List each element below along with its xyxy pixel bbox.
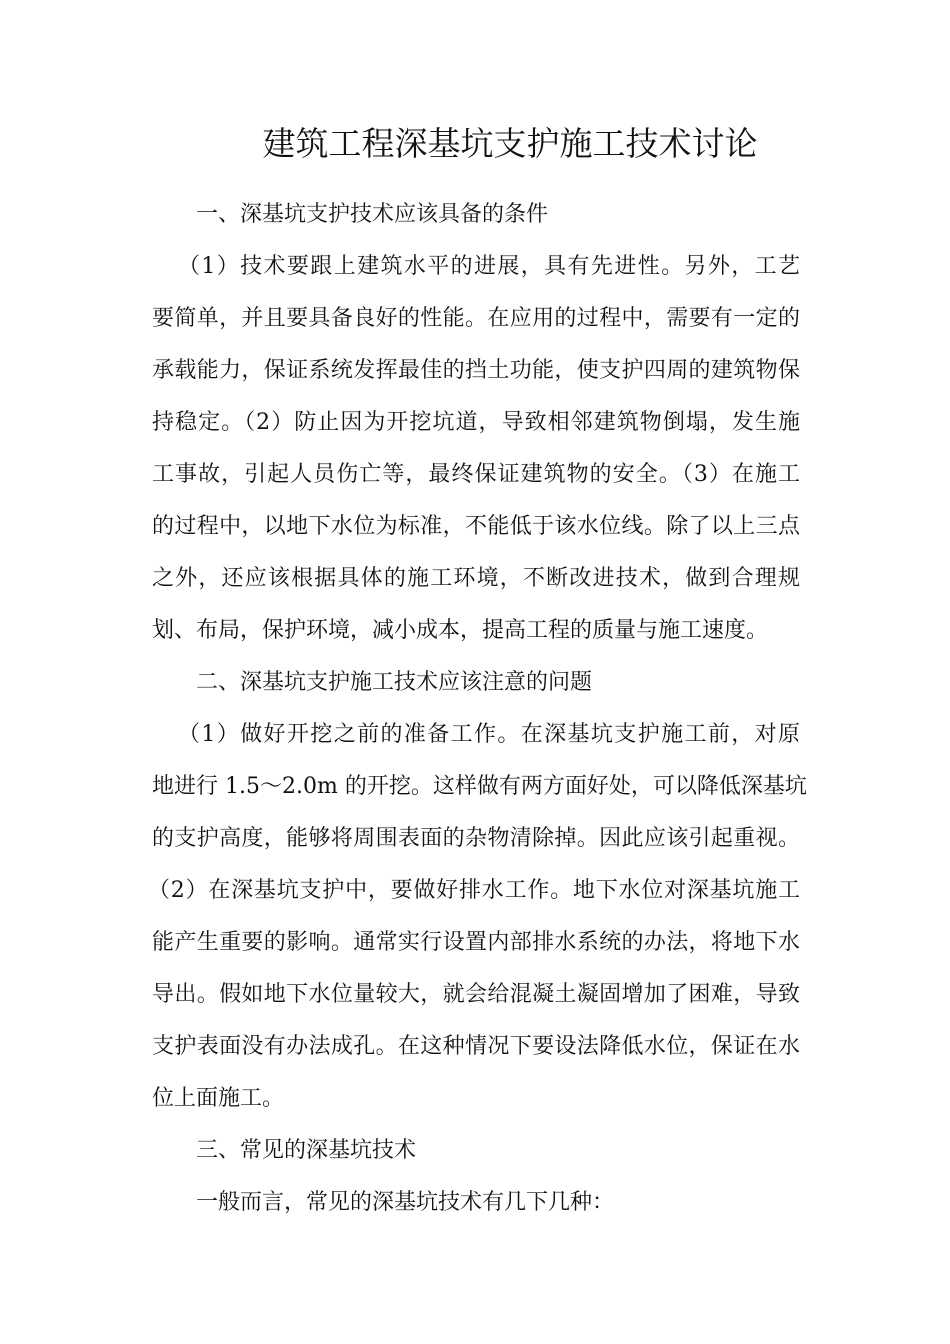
paragraph-line: 位上面施工。 [152, 1086, 285, 1111]
paragraph-line: （2）在深基坑支护中，要做好排水工作。地下水位对深基坑施工 [148, 878, 800, 903]
paragraph-line: 能产生重要的影响。通常实行设置内部排水系统的办法，将地下水 [152, 930, 800, 955]
document-title: 建筑工程深基坑支护施工技术讨论 [262, 124, 758, 163]
paragraph-line: 要简单，并且要具备良好的性能。在应用的过程中，需要有一定的 [152, 306, 800, 331]
paragraph-line: 导出。假如地下水位量较大，就会给混凝土凝固增加了困难，导致 [152, 982, 800, 1007]
paragraph-line: 承载能力，保证系统发挥最佳的挡土功能，使支护四周的建筑物保 [152, 358, 800, 383]
section-heading-3: 三、常见的深基坑技术 [196, 1138, 417, 1163]
paragraph-line: （1）技术要跟上建筑水平的进展，具有先进性。另外，工艺 [178, 254, 800, 279]
paragraph-line: 地进行 1.5～2.0m 的开挖。这样做有两方面好处，可以降低深基坑 [152, 774, 807, 799]
paragraph-line: 持稳定。（2）防止因为开挖坑道，导致相邻建筑物倒塌，发生施 [152, 410, 800, 435]
paragraph-line: 工事故，引起人员伤亡等，最终保证建筑物的安全。（3）在施工 [152, 462, 800, 487]
paragraph-line: 支护表面没有办法成孔。在这种情况下要设法降低水位，保证在水 [152, 1034, 800, 1059]
paragraph-line: 的支护高度，能够将周围表面的杂物清除掉。因此应该引起重视。 [152, 826, 800, 851]
paragraph-line: 一般而言，常见的深基坑技术有几下几种： [196, 1190, 615, 1215]
paragraph-line: 的过程中，以地下水位为标准，不能低于该水位线。除了以上三点 [152, 514, 800, 539]
section-heading-2: 二、深基坑支护施工技术应该注意的问题 [196, 670, 593, 695]
section-heading-1: 一、深基坑支护技术应该具备的条件 [196, 202, 549, 227]
paragraph-line: （1）做好开挖之前的准备工作。在深基坑支护施工前，对原 [178, 722, 800, 747]
paragraph-line: 划、布局，保护环境，减小成本，提高工程的质量与施工速度。 [152, 618, 769, 643]
paragraph-line: 之外，还应该根据具体的施工环境，不断改进技术，做到合理规 [152, 566, 800, 591]
